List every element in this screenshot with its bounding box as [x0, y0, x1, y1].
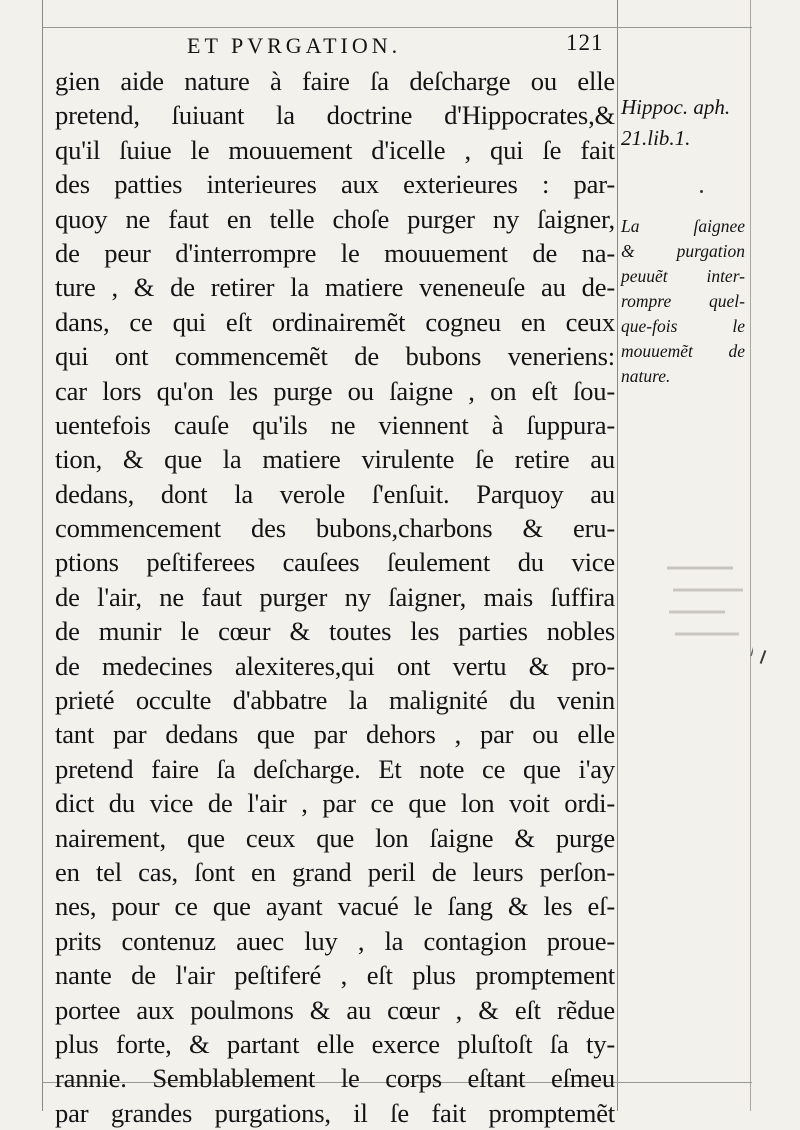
text-line: par grandes purgations, il ſe fait promptemẽt [55, 1097, 615, 1128]
header-rule [42, 27, 752, 28]
text-column-rule [617, 0, 618, 1111]
text-line: nairement, que ceux que lon ſaigne & purge [55, 822, 615, 853]
text-line: ptions peſtiferees cauſees ſeulement du vice [55, 547, 615, 578]
margin-gloss-line: nature. [621, 366, 671, 386]
text-line: prieté occulte d'abbatre la malignité du venin [55, 685, 615, 716]
margin-gloss-line: & purgation [621, 241, 745, 261]
text-line: pretend, ſuiuant la doctrine d'Hippocrates,& [55, 100, 615, 131]
text-line: portee aux poulmons & au cœur , & eſt rẽdue [55, 994, 615, 1025]
text-line: quoy ne faut en telle choſe purger ny ſaigner, [55, 203, 615, 234]
text-line: commencement des bubons,charbons & eru- [55, 513, 615, 544]
margin-gloss-line: peuuẽt inter- [621, 266, 745, 286]
text-line: de peur d'interrompre le mouuement de na- [55, 237, 615, 268]
text-line: nante de l'air peſtiferé , eſt plus promptement [55, 960, 615, 991]
text-line: dans, ce qui eſt ordinairemẽt cogneu en ceux [55, 306, 615, 337]
margin-gloss-line: rompre quel- [621, 291, 745, 311]
margin-reference [621, 92, 730, 154]
margin-gloss-line: La ſaignee [621, 216, 745, 236]
left-page-rule [42, 0, 43, 1111]
show-through-marks [663, 560, 753, 677]
text-line: prits contenuz auec luy , la contagion proue- [55, 925, 615, 956]
text-line: des patties interieures aux exterieures : par- [55, 169, 615, 200]
text-line: nes, pour ce que ayant vacué le ſang & les eſ- [55, 891, 615, 922]
text-line: en tel cas, ſont en grand peril de leurs perſon- [55, 856, 615, 887]
margin-gloss-line: que-fois le [621, 316, 745, 336]
body-text-block [55, 64, 615, 1130]
margin-reference-line: Hippoc. aph. [621, 95, 731, 119]
text-line: dedans, dont la verole ſ'enſuit. Parquoy au [55, 478, 615, 509]
show-through-scribble [663, 560, 753, 670]
text-line: uentefois cauſe qu'ils ne viennent à ſuppura- [55, 409, 615, 440]
text-line: car lors qu'on les purge ou ſaigne , on eſt ſou- [55, 375, 615, 406]
text-line: gien aide nature à faire ſa deſcharge ou elle [55, 66, 615, 96]
text-line: pretend faire ſa deſcharge. Et note ce que i'ay [55, 753, 615, 784]
running-title: ET PVRGATION. [187, 33, 402, 58]
text-line: ture , & de retirer la matiere veneneuſe au de- [55, 272, 615, 303]
text-line: de medecines alexiteres,qui ont vertu & pro- [55, 650, 615, 681]
text-line: qui ont commencemẽt de bubons veneriens: [55, 341, 615, 372]
margin-gloss-line: mouuemẽt de [621, 341, 745, 361]
page-number: 121 [566, 30, 604, 55]
margin-reference-line: 21.lib.1. [621, 126, 691, 150]
ink-speck [700, 190, 703, 193]
text-line: plus forte, & partant elle exerce pluſtoſt ſa ty- [55, 1028, 615, 1059]
text-line: dict du vice de l'air , par ce que lon voit ordi- [55, 788, 615, 819]
ink-speck [760, 650, 767, 664]
right-margin-rule [750, 0, 751, 1111]
text-line: qu'il ſuiue le mouuement d'icelle , qui ſe fait [55, 134, 615, 165]
text-line: de munir le cœur & toutes les parties nobles [55, 616, 615, 647]
margin-gloss [621, 214, 745, 389]
text-line: de l'air, ne faut purger ny ſaigner, mais ſuffira [55, 581, 615, 612]
text-line: tion, & que la matiere virulente ſe retire au [55, 444, 615, 475]
text-line: tant par dedans que par dehors , par ou elle [55, 719, 615, 750]
text-line: rannie. Semblablement le corps eſtant eſmeu [55, 1063, 615, 1094]
